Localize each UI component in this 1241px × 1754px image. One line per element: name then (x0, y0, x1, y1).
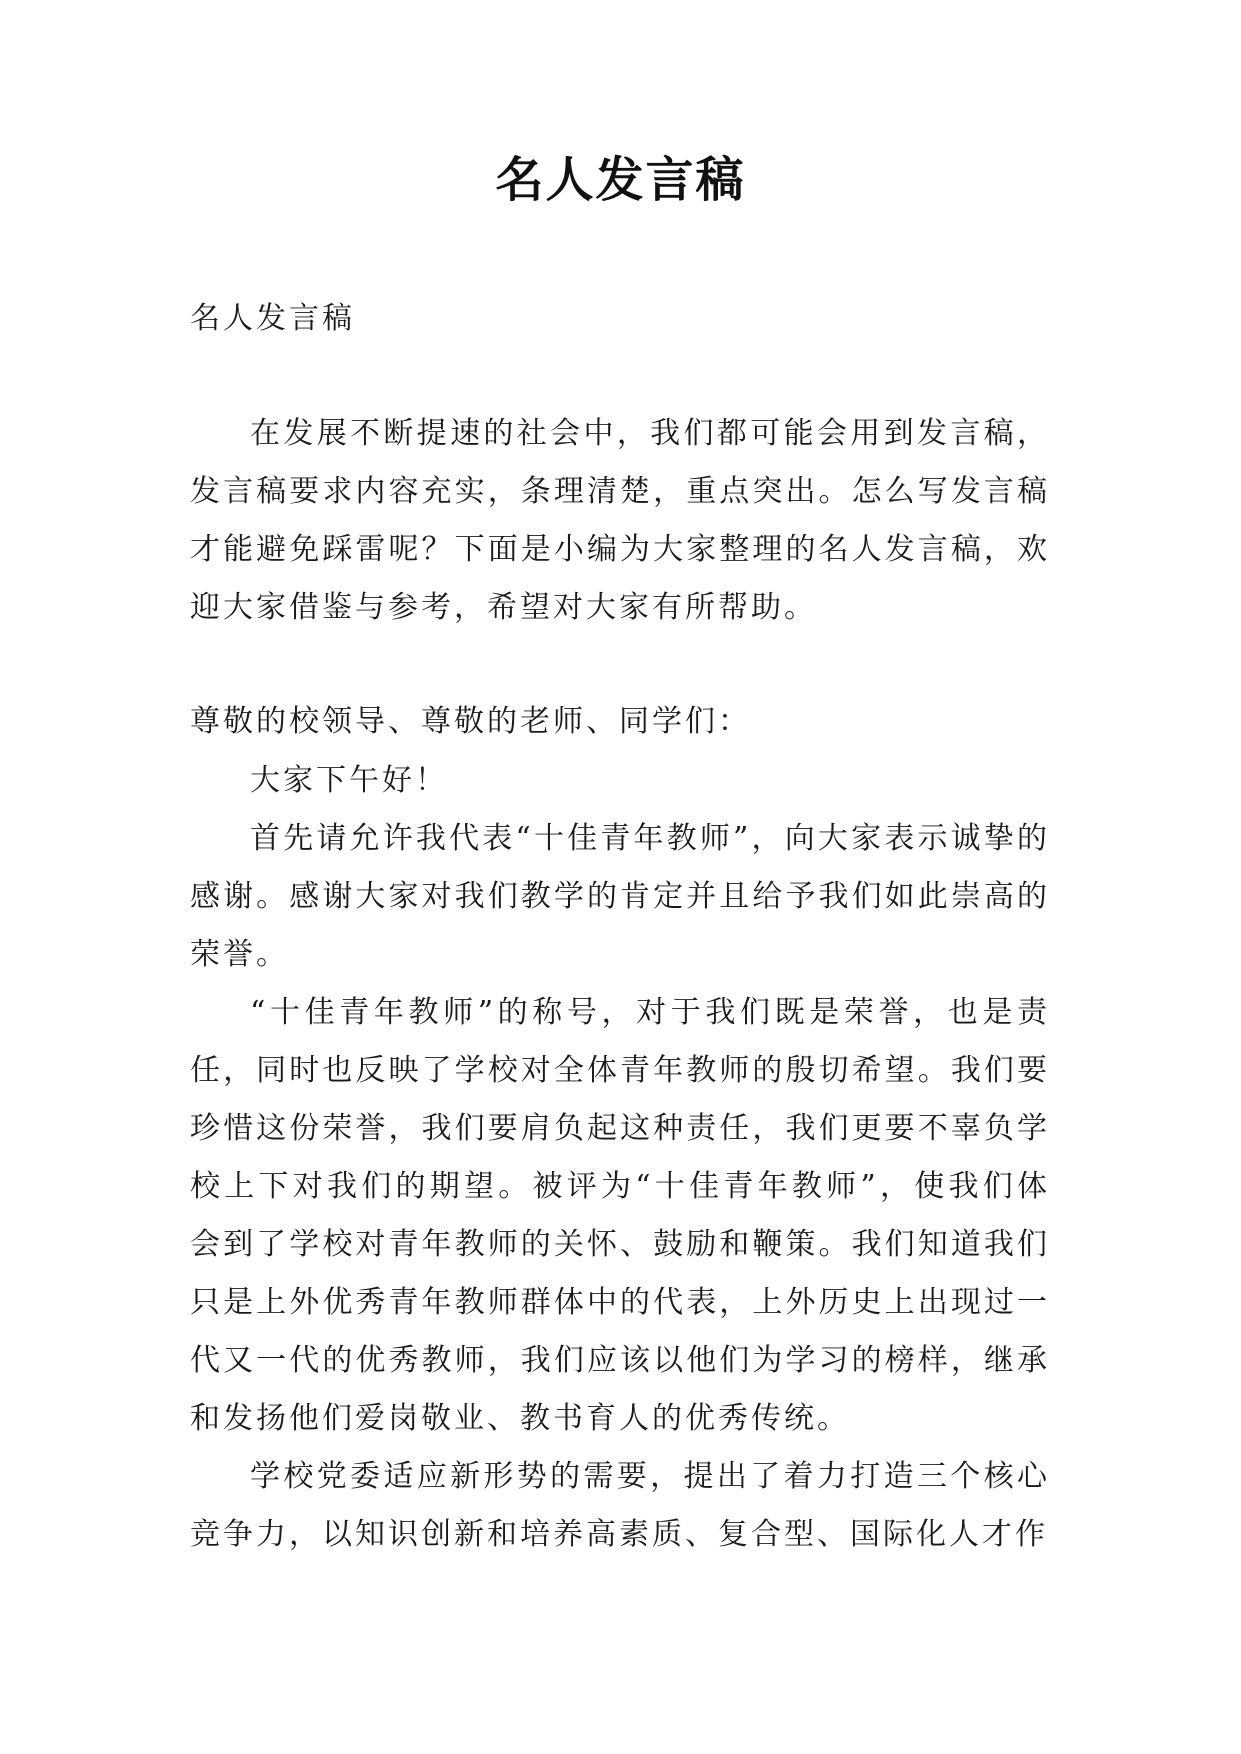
salutation-section (190, 693, 1050, 751)
salutation-line: 尊敬的校领导、尊敬的老师、同学们： (190, 704, 751, 739)
speech-body (190, 752, 1050, 1564)
document-title: 名人发言稿 (495, 152, 746, 208)
speech-paragraph: 首先请允许我代表“十佳青年教师”，向大家表示诚挚的感谢。感谢大家对我们教学的肯定并且给予我们如此崇高的荣誉。 (190, 821, 1050, 972)
speech-paragraph: 大家下午好！ (250, 763, 448, 798)
intro-section (190, 405, 1050, 637)
speech-paragraph: 学校党委适应新形势的需要，提出了着力打造三个核心竞争力，以知识创新和培养高素质、复合型、国际化人才作 (190, 1459, 1050, 1552)
document-subtitle: 名人发言稿 (190, 301, 355, 336)
speech-paragraph: “十佳青年教师”的称号，对于我们既是荣誉，也是责任，同时也反映了学校对全体青年教师的殷切希望。我们要珍惜这份荣誉，我们要肩负起这种责任，我们更要不辜负学校上下对我们的期望。被评为“十佳青年教师”，使我们体会到了学校对青年教师的关怀、鼓励和鞭策。我们知道我们只是上外优秀青年教师群体中的代表，上外历史上出现过一代又一代的优秀教师，我们应该以他们为学习的榜样，继承和发扬他们爱岗敬业、教书育人的优秀传统。 (190, 995, 1050, 1436)
intro-paragraph: 在发展不断提速的社会中，我们都可能会用到发言稿，发言稿要求内容充实，条理清楚，重点突出。怎么写发言稿才能避免踩雷呢？下面是小编为大家整理的名人发言稿，欢迎大家借鉴与参考，希望对大家有所帮助。 (190, 416, 1050, 625)
